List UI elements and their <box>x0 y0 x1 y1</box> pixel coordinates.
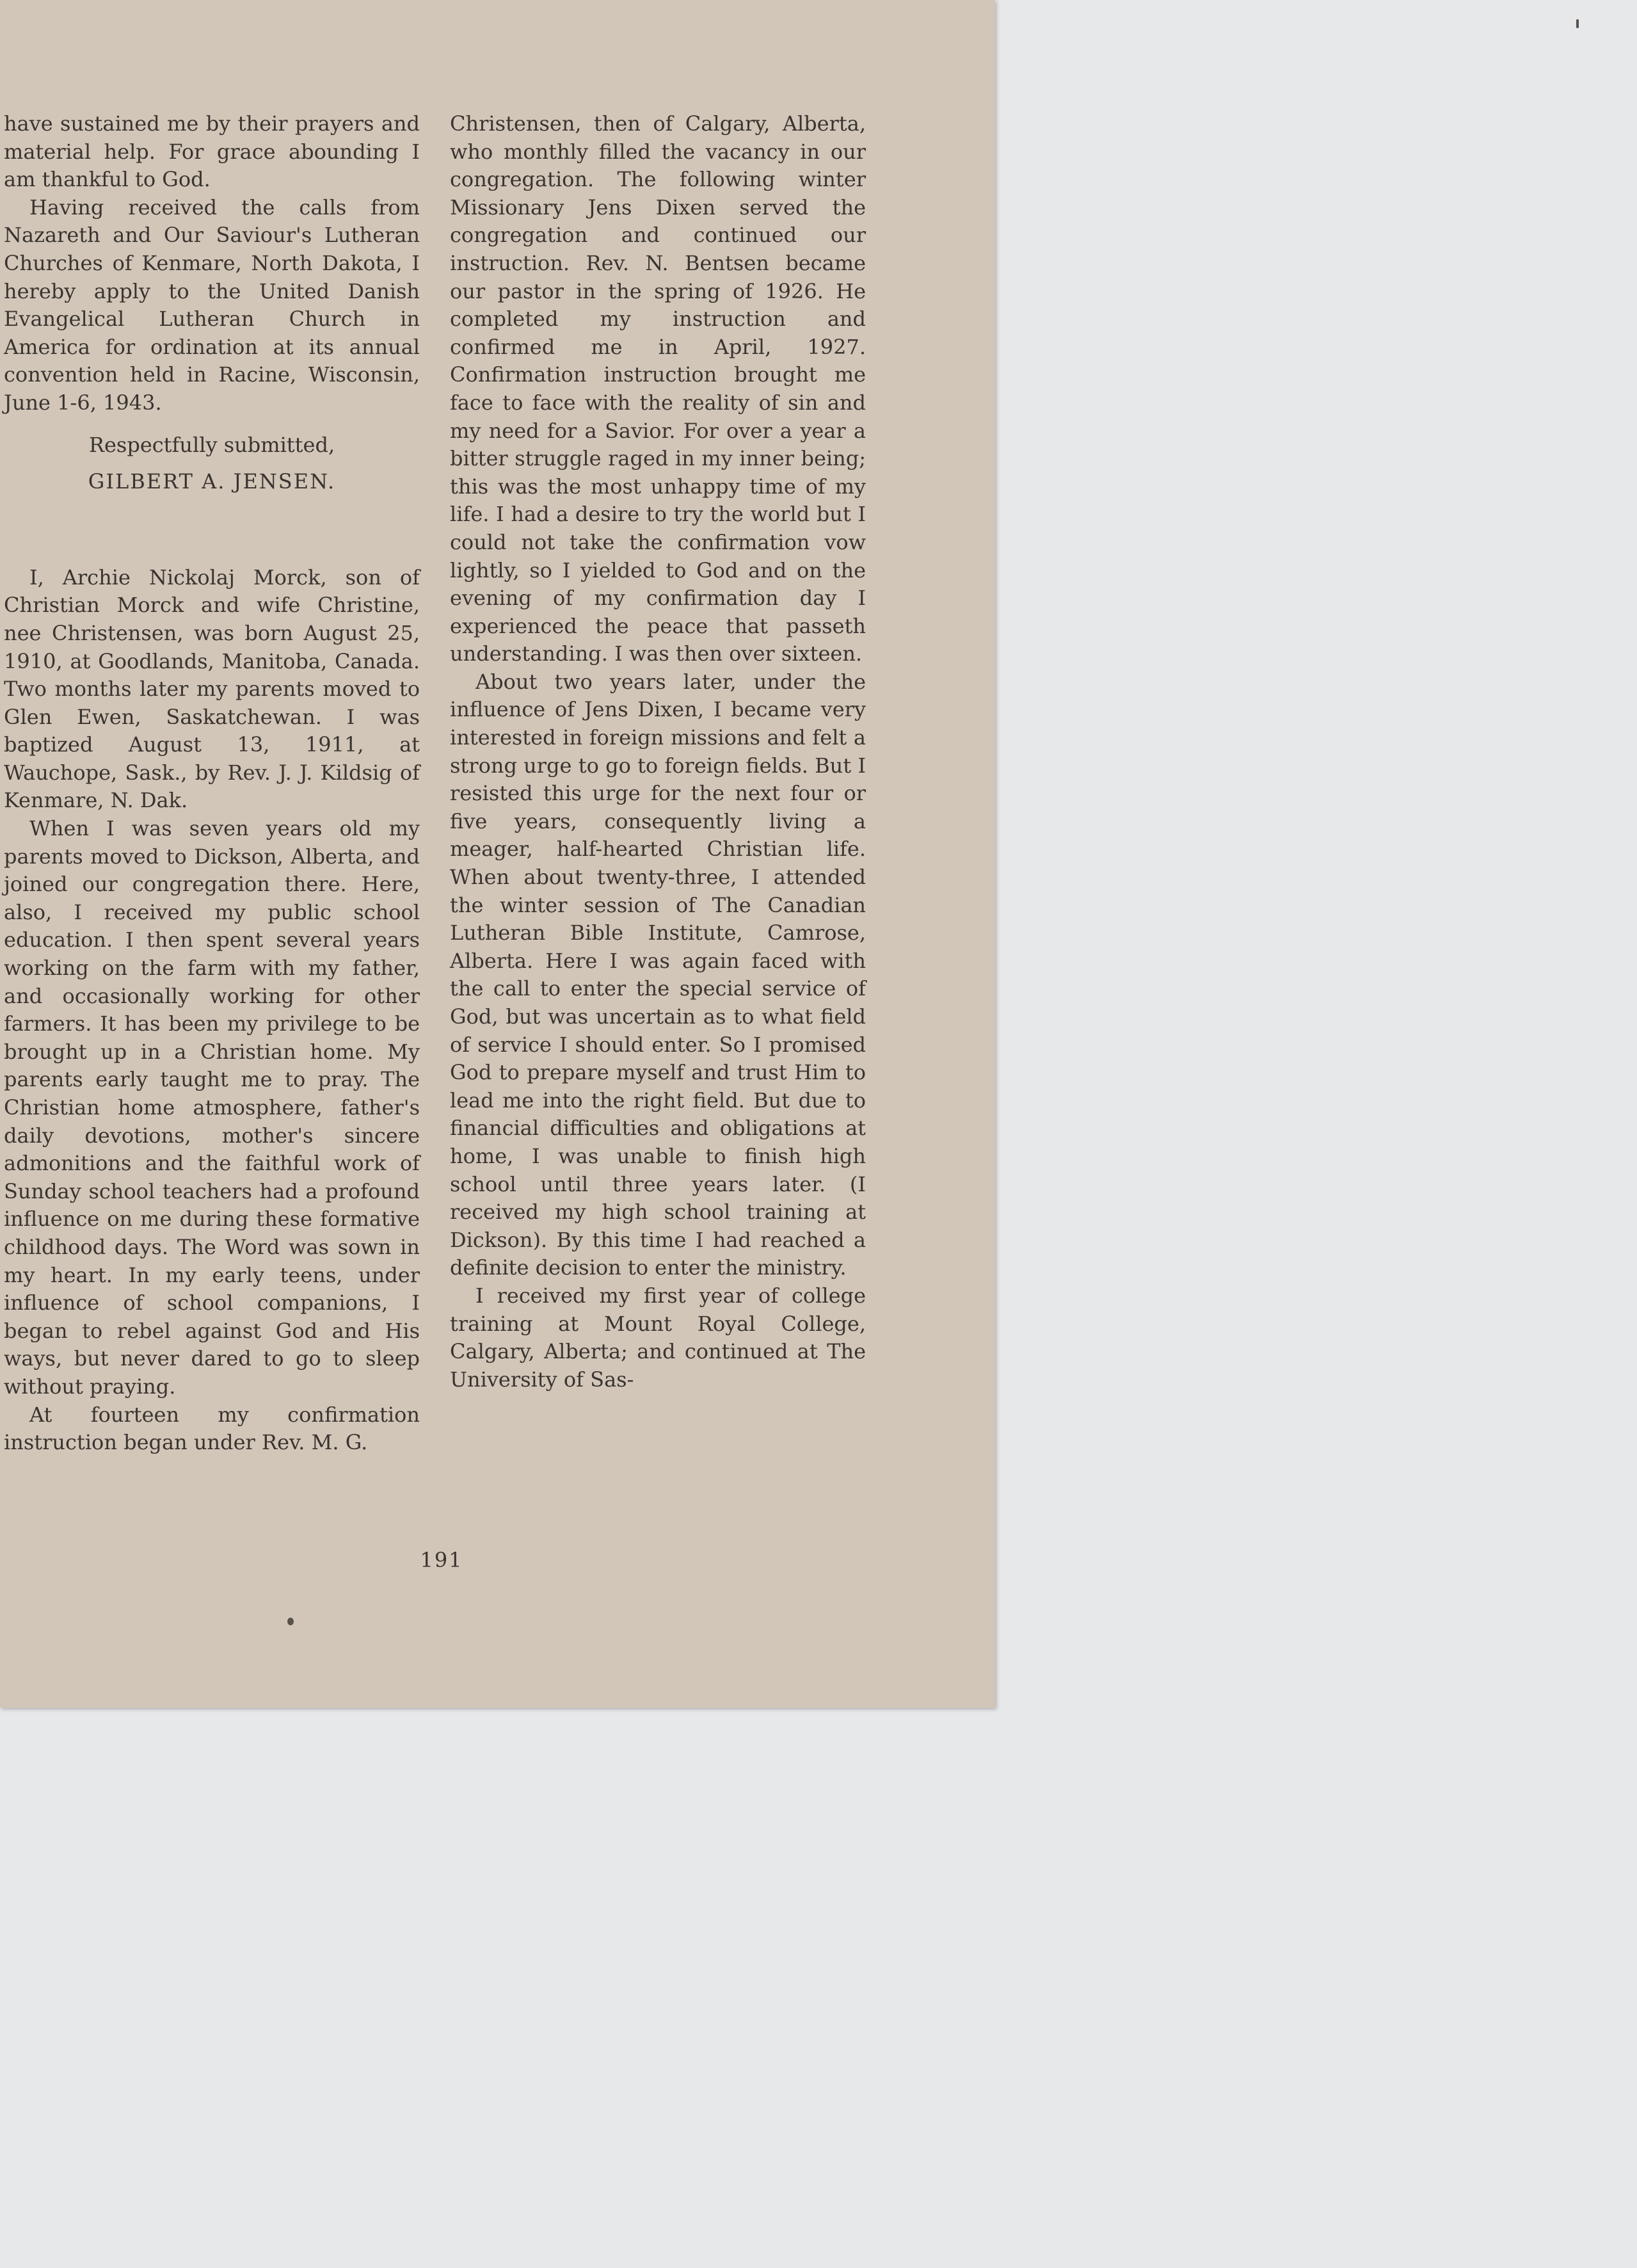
scan-mark <box>1576 19 1579 28</box>
paragraph: I received my first year of college training at Mount Royal College, Calgary, Alberta; and continued at The University of Sas- <box>450 1283 866 1392</box>
paragraph: Christensen, then of Calgary, Alberta, who monthly filled the vacancy in our congregation. The following winter Missionary Jens Dixen served the congregation and continued our instruction. Rev. N. Bentsen became our pastor in the spring of 1926. He completed my instruction and confirmed me in April, 1927. Confirmation instruction brought me face to face with the reality of sin and my need for a Savior. For over a year a bitter struggle raged in my inner being; this was the most unhappy time of my life. I had a desire to try the world but I could not take the confirmation vow lightly, so I yielded to God and on the evening of my confirmation day I experienced the peace that passeth understanding. I was then over sixteen. <box>450 111 866 666</box>
closing-line: Respectfully submitted, <box>88 432 335 457</box>
paragraph: Having received the calls from Nazareth and Our Saviour's Lutheran Churches of Kenmare, North Dakota, I hereby apply to the United Danish Evangelical Lutheran Church in America for ordination at its annual convention held in Racine, Wisconsin, June 1-6, 1943. <box>4 195 420 415</box>
signature-name: GILBERT A. JENSEN. <box>88 469 336 494</box>
ink-speck <box>287 1618 294 1625</box>
section-gap <box>4 496 420 564</box>
right-column <box>450 110 866 1394</box>
paragraph: I, Archie Nickolaj Morck, son of Christian Morck and wife Christine, nee Christensen, was born August 25, 1910, at Goodlands, Manitoba, Canada. Two months later my parents moved to Glen Ewen, Saskatchewan. I was baptized August 13, 1911, at Wauchope, Sask., by Rev. J. J. Kildsig of Kenmare, N. Dak. <box>4 565 420 813</box>
scanned-page <box>0 0 995 1708</box>
page-number: 191 <box>420 1548 463 1572</box>
paragraph: When I was seven years old my parents moved to Dickson, Alberta, and joined our congregation there. Here, also, I received my public school education. I then spent several years working on the farm with my father, and occasionally working for other farmers. It has been my privilege to be brought up in a Christian home. My parents early taught me to pray. The Christian home atmosphere, father's daily devotions, mother's sincere admonitions and the faithful work of Sunday school teachers had a profound influence on me during these formative childhood days. The Word was sown in my heart. In my early teens, under influence of school companions, I began to rebel against God and His ways, but never dared to go to sleep without praying. <box>4 816 420 1399</box>
left-column <box>4 110 420 1457</box>
paragraph: have sustained me by their prayers and material help. For grace abounding I am thankful to God. <box>4 111 420 192</box>
paragraph: At fourteen my confirmation instruction began under Rev. M. G. <box>4 1402 420 1455</box>
paragraph: About two years later, under the influence of Jens Dixen, I became very interested in foreign missions and felt a strong urge to go to foreign fields. But I resisted this urge for the next four or five years, consequently living a meager, half-hearted Christian life. When about twenty-three, I attended the winter session of The Canadian Lutheran Bible Institute, Camrose, Alberta. Here I was again faced with the call to enter the special service of God, but was uncertain as to what field of service I should enter. So I promised God to prepare myself and trust Him to lead me into the right field. But due to financial difficulties and obligations at home, I was unable to finish high school until three years later. (I received my high school training at Dickson). By this time I had reached a definite decision to enter the ministry. <box>450 669 866 1280</box>
